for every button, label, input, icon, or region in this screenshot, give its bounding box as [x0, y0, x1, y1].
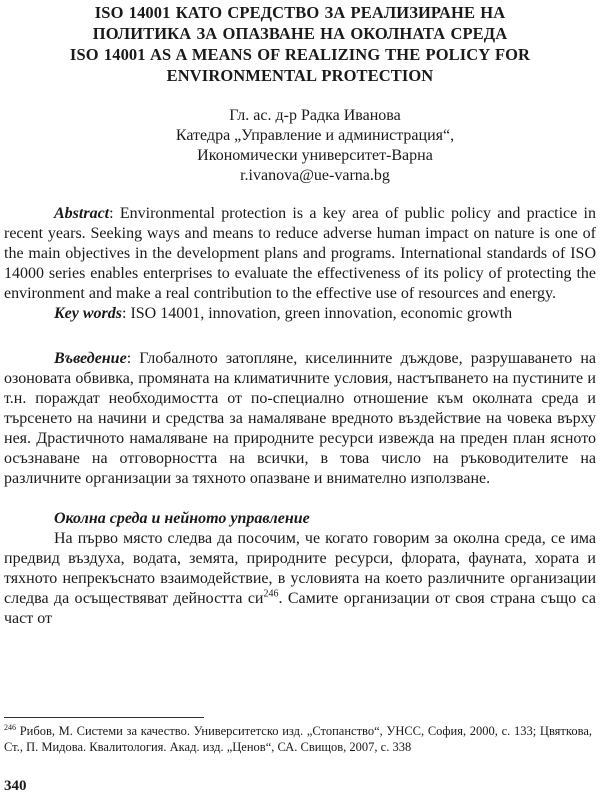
- footnote-reference: 246: [263, 588, 279, 600]
- section-heading: Околна среда и нейното управление: [54, 510, 310, 527]
- title-line-en-2: ENVIRONMENTAL PROTECTION: [166, 66, 434, 85]
- abstract-paragraph: [4, 204, 596, 304]
- introduction-label: Въведение: [54, 350, 127, 367]
- author-department: Катедра „Управление и администрация“,: [175, 127, 455, 144]
- keywords-paragraph: [4, 304, 596, 324]
- keywords-text: : ISO 14001, innovation, green innovation, economic growth: [122, 305, 513, 322]
- footnote-number: 246: [4, 722, 16, 732]
- abstract-text: : Environmental protection is a key area of public policy and practice in recent years. Seeking ways and means to reduce adverse human impact on nature is one of the main objectives in the development plans and programs. International standards of ISO 14000 series enables enterprises to evaluate the effectiveness of its policy of protecting the environment and make a real contribution to the effective use of resources and energy.: [4, 205, 596, 302]
- author-university: Икономически университет-Варна: [197, 147, 433, 164]
- section-text-after: . Самите организации от своя страна също са част от: [4, 590, 597, 627]
- author-email: r.ivanova@ue-varna.bg: [240, 167, 390, 184]
- introduction-paragraph: [4, 349, 596, 489]
- section-text-before: На първо място следва да посочим, че когато говорим за околна среда, се има предвид въздуха, водата, земята, природните ресурси, флората, фауната, хората и тяхното непрекъснато взаимодействие, в условията на което различните организации следва да осъществяват дейността си: [4, 530, 596, 607]
- page-number: 340: [4, 778, 27, 794]
- footnote-text: Рибов, М. Системи за качество. Университетско изд. „Стопанство“, УНСС, София, 2000, с. 133; Цвяткова, Ст., П. Мидова. Квалитология. Акад. изд. „Ценов“, СА. Свищов, 2007, с. 338: [4, 724, 592, 754]
- title-line-en-1: ISO 14001 AS A MEANS OF REALIZING THE POLICY FOR: [69, 45, 531, 64]
- footnote: [4, 723, 592, 755]
- abstract-label: Abstract: [54, 205, 110, 222]
- paper-title: [4, 2, 596, 86]
- title-line-bg-2: ПОЛИТИКА ЗА ОПАЗВАНЕ НА ОКОЛНАТА СРЕДА: [92, 24, 508, 43]
- author-name: Гл. ас. д-р Радка Иванова: [229, 107, 401, 124]
- section-paragraph: [4, 529, 596, 629]
- title-line-bg-1: ISO 14001 КАТО СРЕДСТВО ЗА РЕАЛИЗИРАНЕ НА: [94, 3, 506, 22]
- author-block: [4, 106, 596, 186]
- keywords-label: Key words: [54, 305, 122, 322]
- introduction-text: : Глобалното затопляне, киселинните дъждове, разрушаването на озоновата обвивка, промяната на климатичните условия, настъпването на пустините и т.н. пораждат необходимостта от по-специално отношение към околната среда и търсенето на начини и средства за намаляване вредното въздействие на човека върху нея. Драстичното намаляване на природните ресурси извежда на преден план ясното осъзнаване на отговорността на всички, в това число на ръководителите на различните организации за тяхното опазване и внимателно използване.: [4, 350, 596, 487]
- footnote-divider: [4, 717, 204, 718]
